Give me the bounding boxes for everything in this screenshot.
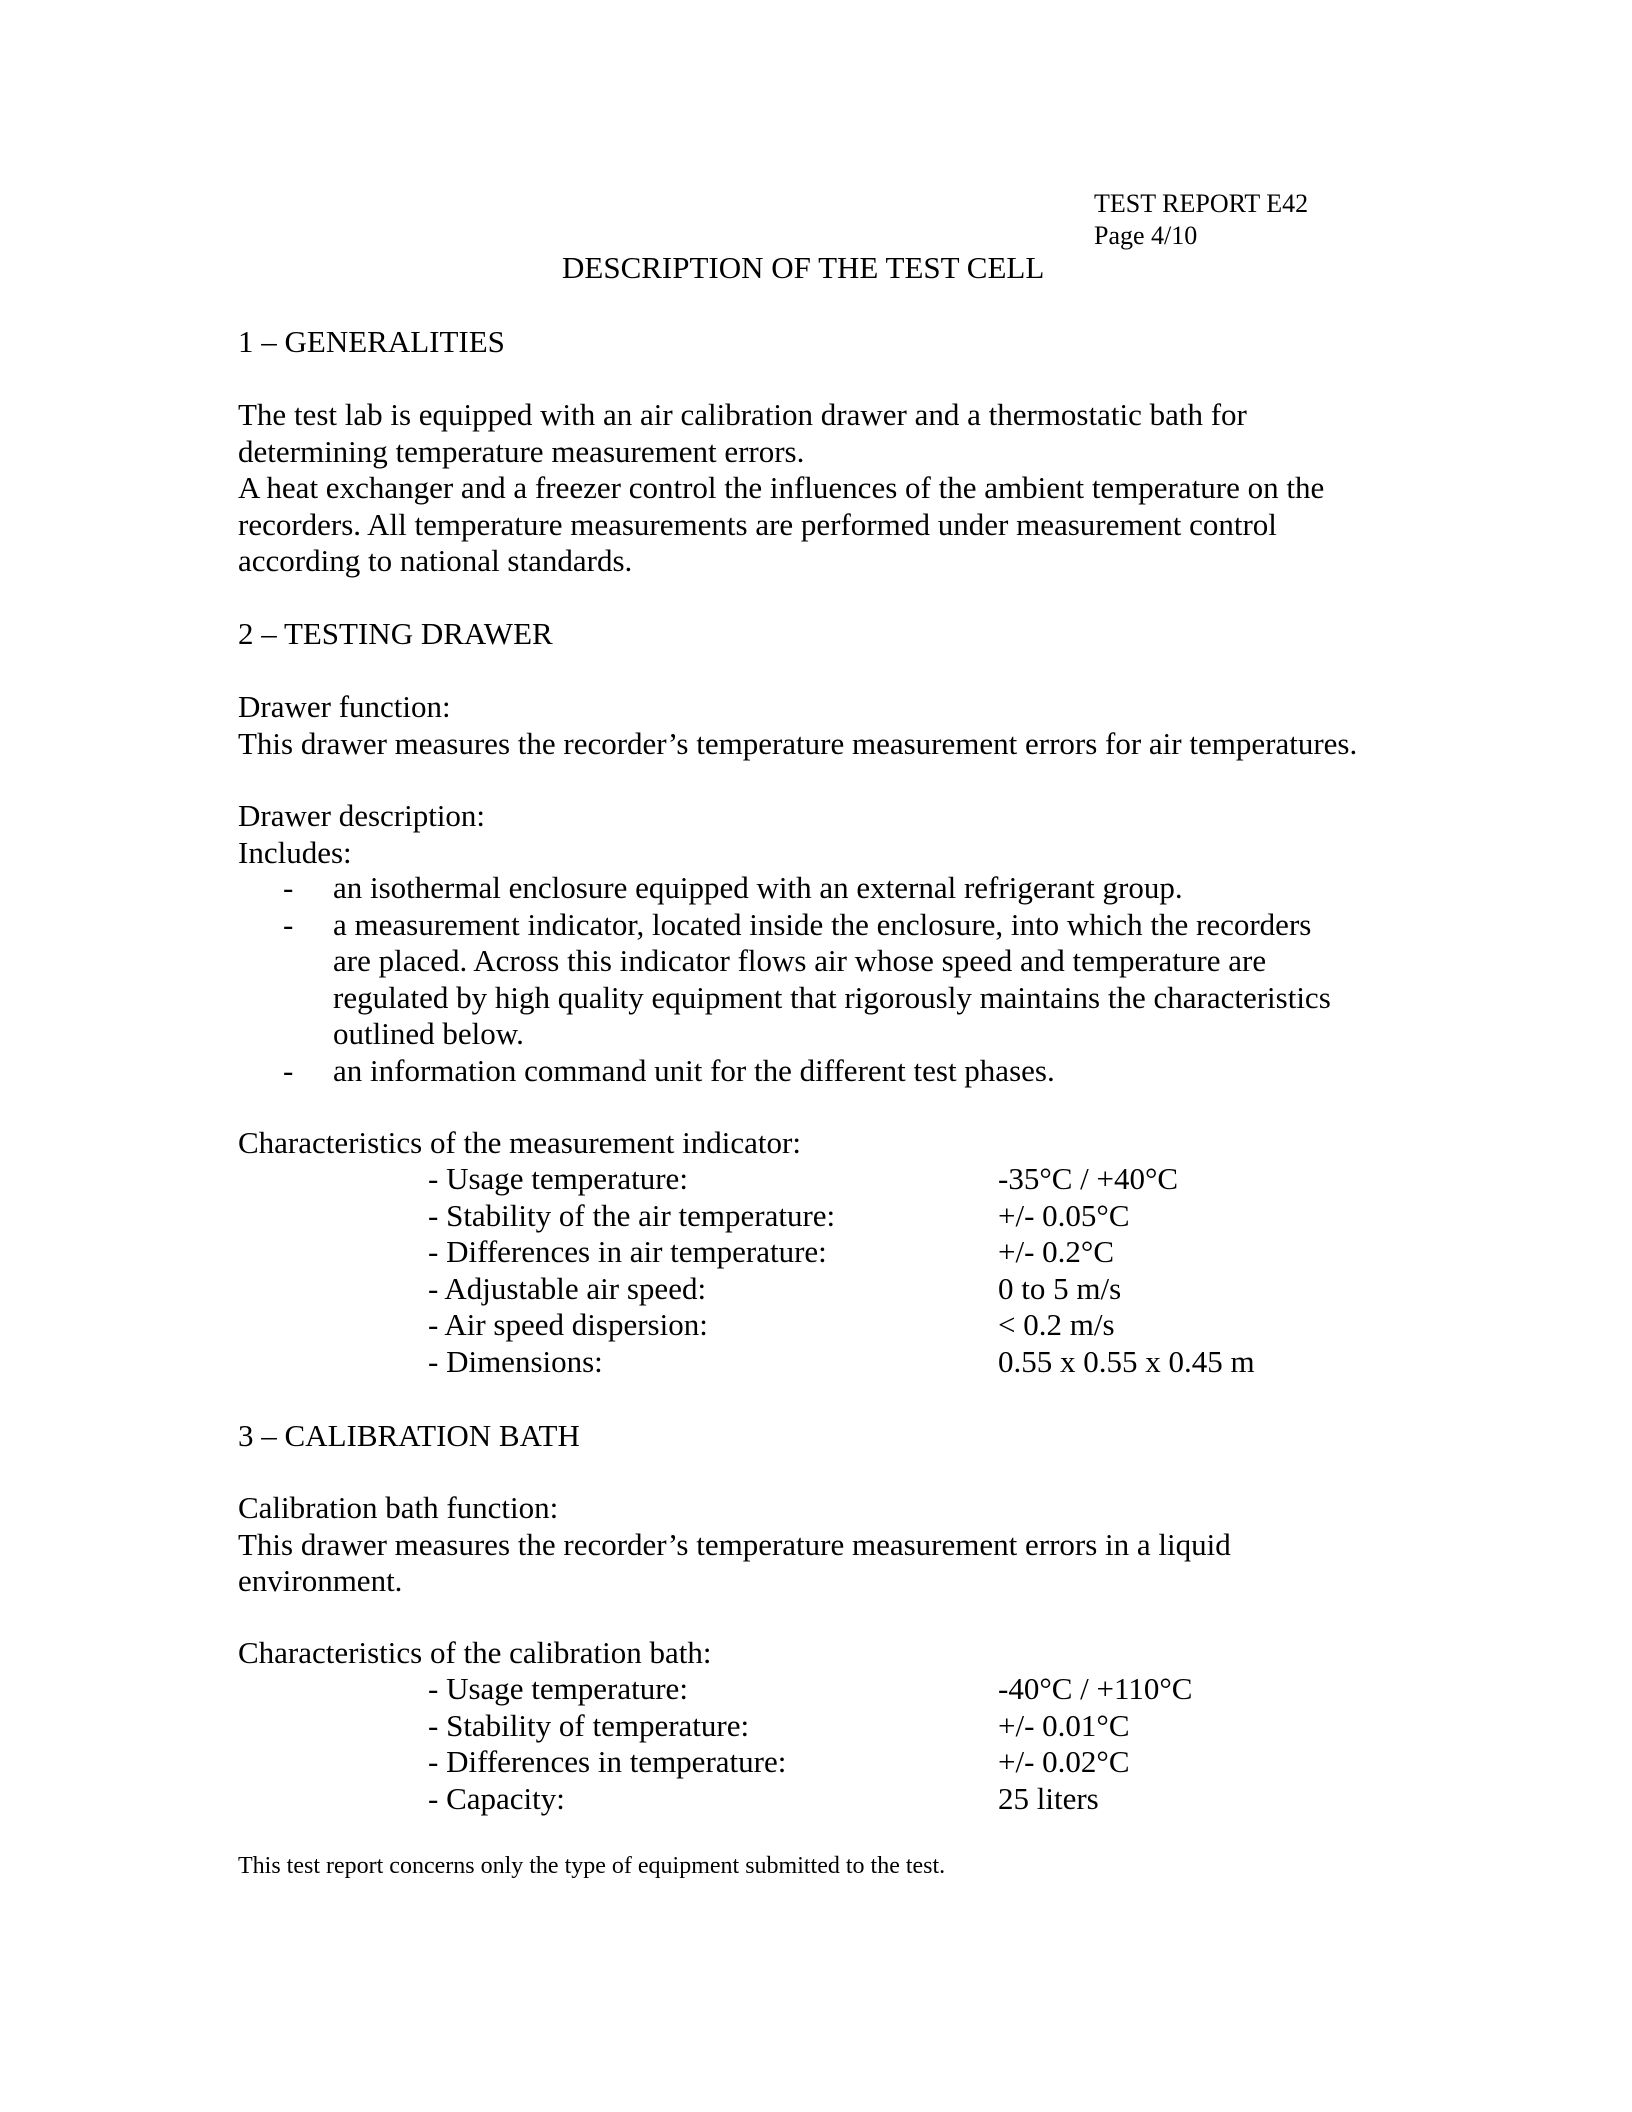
list-item-line: regulated by high quality equipment that rigorously maintains the characteristics xyxy=(333,979,1331,1015)
spec-label: - Stability of temperature: xyxy=(428,1707,750,1743)
list-item xyxy=(238,870,1378,907)
section-1-heading: 1 – GENERALITIES xyxy=(238,324,505,359)
paragraph-line: This drawer measures the recorder’s temperature measurement errors in a liquid xyxy=(238,1526,1231,1562)
bath-function xyxy=(238,1490,1231,1600)
list-item-line: an information command unit for the different test phases. xyxy=(333,1052,1055,1088)
section-3-heading: 3 – CALIBRATION BATH xyxy=(238,1418,580,1453)
table-row xyxy=(428,1671,1192,1708)
paragraph-line: A heat exchanger and a freezer control the influences of the ambient temperature on the xyxy=(238,470,1325,505)
spec-label: - Usage temperature: xyxy=(428,1161,688,1196)
drawer-function-text: This drawer measures the recorder’s temperature measurement errors for air temperatures. xyxy=(238,725,1358,761)
table-row xyxy=(428,1161,1255,1198)
spec-value: 0 to 5 m/s xyxy=(998,1270,1122,1306)
bullet-marker: - xyxy=(283,870,294,905)
document-title: DESCRIPTION OF THE TEST CELL xyxy=(562,250,1045,285)
spec-label: - Differences in air temperature: xyxy=(428,1234,827,1269)
table-row xyxy=(428,1344,1255,1381)
spec-value: < 0.2 m/s xyxy=(998,1307,1115,1342)
spec-value: -40°C / +110°C xyxy=(998,1671,1193,1706)
bullet-marker: - xyxy=(283,906,294,942)
table-row xyxy=(428,1307,1255,1344)
report-header xyxy=(1094,188,1308,252)
drawer-function-label: Drawer function: xyxy=(238,689,451,724)
spec-value: -35°C / +40°C xyxy=(998,1161,1179,1196)
spec-value: 0.55 x 0.55 x 0.45 m xyxy=(998,1343,1255,1379)
list-item xyxy=(238,907,1378,1053)
spec-label: - Air speed dispersion: xyxy=(428,1307,708,1342)
drawer-description-label: Drawer description: xyxy=(238,798,486,833)
drawer-description xyxy=(238,798,485,871)
list-item-line: outlined below. xyxy=(333,1016,524,1051)
bullet-marker: - xyxy=(283,1052,294,1088)
spec-label: - Adjustable air speed: xyxy=(428,1270,707,1306)
paragraph-line: environment. xyxy=(238,1563,403,1598)
indicator-characteristics-table xyxy=(428,1161,1255,1380)
table-row xyxy=(428,1781,1192,1818)
indicator-characteristics-label: Characteristics of the measurement indicator: xyxy=(238,1125,801,1160)
list-item-line: an isothermal enclosure equipped with an external refrigerant group. xyxy=(333,870,1183,905)
spec-label: - Stability of the air temperature: xyxy=(428,1197,836,1233)
drawer-function xyxy=(238,689,1357,762)
table-row xyxy=(428,1744,1192,1781)
list-item xyxy=(238,1053,1378,1090)
spec-value: +/- 0.02°C xyxy=(998,1744,1130,1779)
table-row xyxy=(428,1198,1255,1235)
table-row xyxy=(428,1234,1255,1271)
table-row xyxy=(428,1271,1255,1308)
footer-note: This test report concerns only the type of equipment submitted to the test. xyxy=(238,1853,946,1879)
spec-label: - Capacity: xyxy=(428,1780,565,1816)
list-item-line: are placed. Across this indicator flows air whose speed and temperature are xyxy=(333,943,1267,978)
paragraph-line: The test lab is equipped with an air calibration drawer and a thermostatic bath for xyxy=(238,397,1247,432)
bath-characteristics-table xyxy=(428,1671,1192,1817)
spec-value: +/- 0.05°C xyxy=(998,1197,1130,1233)
page-number: Page 4/10 xyxy=(1094,221,1198,250)
paragraph-line: according to national standards. xyxy=(238,543,633,578)
report-id: TEST REPORT E42 xyxy=(1094,189,1309,218)
spec-label: - Usage temperature: xyxy=(428,1671,688,1706)
spec-value: +/- 0.2°C xyxy=(998,1234,1114,1269)
bath-function-label: Calibration bath function: xyxy=(238,1490,559,1525)
section-2-heading: 2 – TESTING DRAWER xyxy=(238,616,553,651)
section-1-paragraph xyxy=(238,397,1324,580)
paragraph-line: recorders. All temperature measurements are performed under measurement control xyxy=(238,506,1277,542)
bath-characteristics-label: Characteristics of the calibration bath: xyxy=(238,1635,712,1670)
includes-label: Includes: xyxy=(238,834,352,870)
spec-label: - Differences in temperature: xyxy=(428,1744,787,1779)
spec-value: +/- 0.01°C xyxy=(998,1707,1130,1743)
table-row xyxy=(428,1708,1192,1745)
drawer-includes-list xyxy=(238,870,1378,1089)
list-item-line: a measurement indicator, located inside the enclosure, into which the recorders xyxy=(333,906,1312,942)
spec-label: - Dimensions: xyxy=(428,1343,603,1379)
spec-value: 25 liters xyxy=(998,1780,1099,1816)
paragraph-line: determining temperature measurement errors. xyxy=(238,433,805,469)
